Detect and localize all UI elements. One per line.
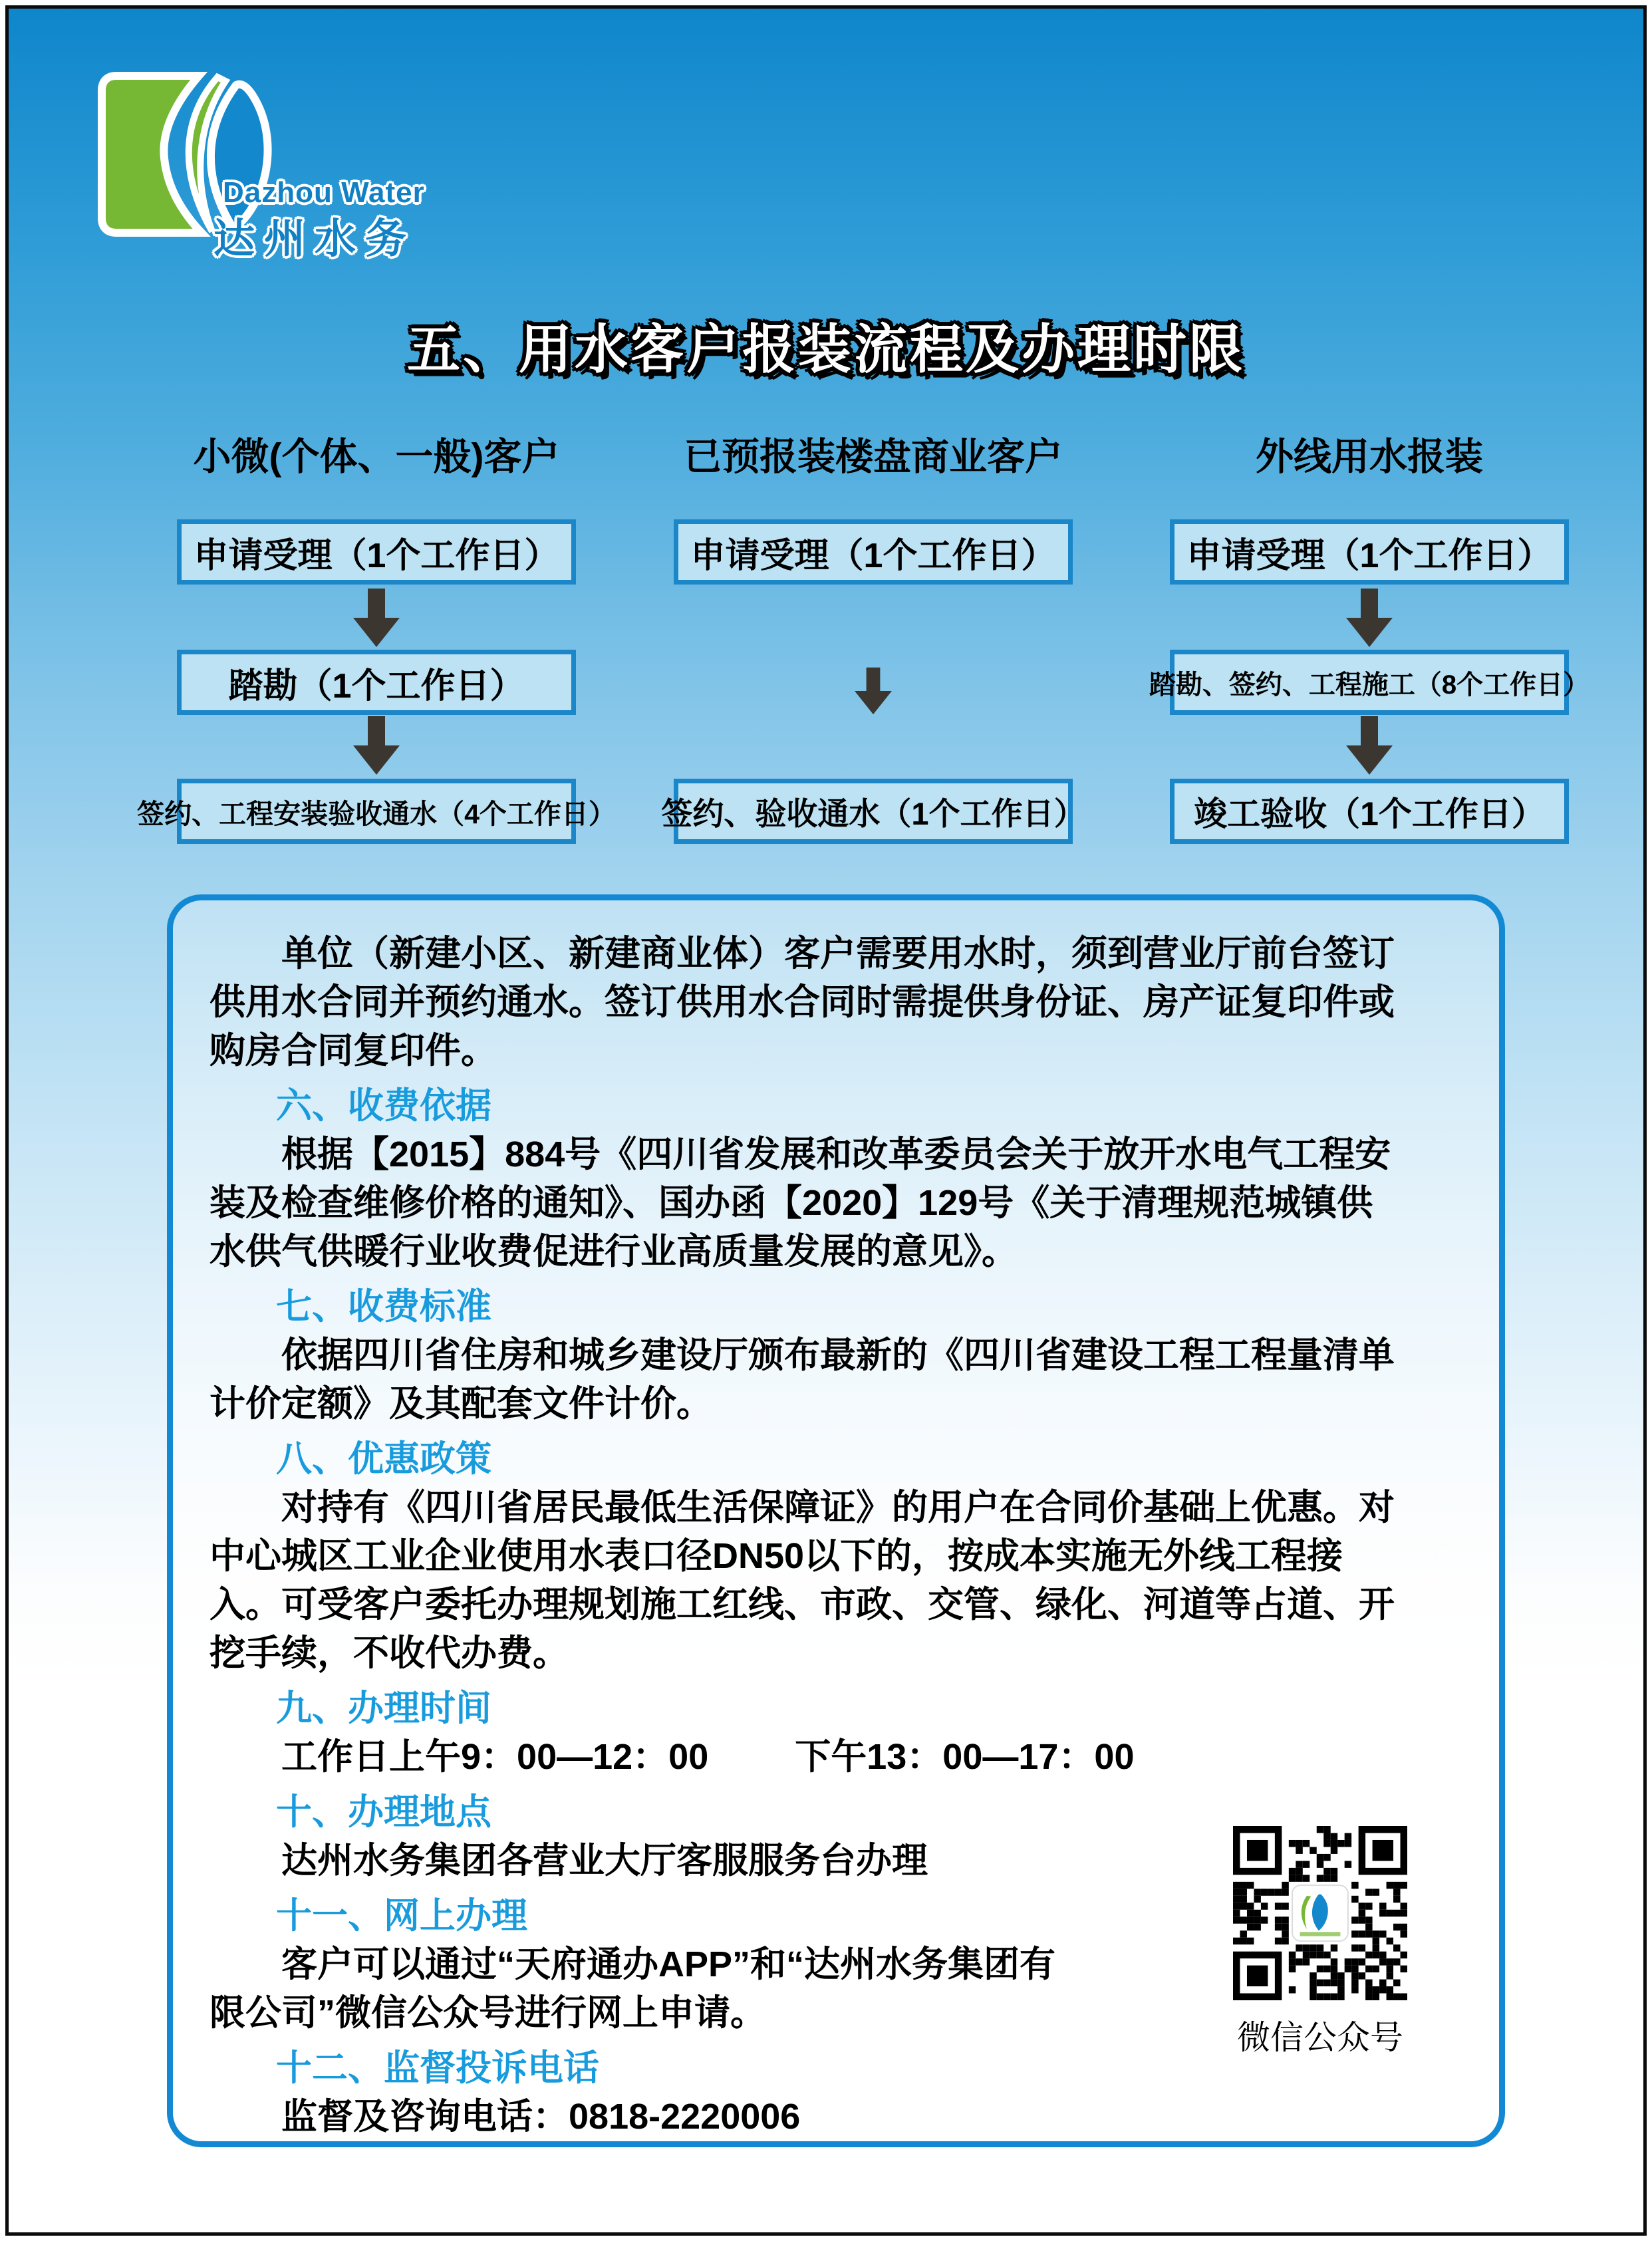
section-heading-discount-policy: 八、优惠政策	[276, 1439, 491, 1479]
section-heading-complaint-phone: 十二、监督投诉电话	[276, 2048, 599, 2088]
section-body: 对持有《四川省居民最低生活保障证》的用户在合同价基础上优惠。对中心城区工业企业使用水表口径DN50以下的，按成本实施无外线工程接入。可受客户委托办理规划施工红线、市政、交管、绿化、河道等占道、开挖手续，不收代办费。	[209, 1488, 1395, 1673]
section-body: 达州水务集团各营业大厅客服服务台办理	[281, 1841, 928, 1881]
section-body: 依据四川省住房和城乡建设厅颁布最新的《四川省建设工程工程量清单计价定额》及其配套文件计价。	[209, 1335, 1395, 1424]
info-panel	[167, 894, 1505, 2147]
down-arrow-icon	[1346, 589, 1393, 647]
logo-name-english: Dazhou Water	[223, 176, 425, 209]
flow-column-header-3: 外线用水报装	[1256, 436, 1483, 478]
flow-step-box: 签约、工程安装验收通水（4个工作日）	[177, 779, 576, 844]
flow-step-box: 踏勘（1个工作日）	[177, 650, 576, 715]
flow-step-box: 签约、验收通水（1个工作日）	[674, 779, 1073, 844]
down-arrow-icon	[353, 716, 400, 775]
poster-frame	[5, 5, 1647, 2236]
hours-afternoon: 下午13：00—17：00	[795, 1737, 1135, 1777]
down-arrow-icon	[1346, 716, 1393, 775]
flow-column-header-2: 已预报装楼盘商业客户	[684, 436, 1063, 478]
section-heading-online: 十一、网上办理	[276, 1896, 527, 1936]
intro-paragraph: 单位（新建小区、新建商业体）客户需要用水时，须到营业厅前台签订供用水合同并预约通水。签订供用水合同时需提供身份证、房产证复印件或购房合同复印件。	[209, 934, 1395, 1071]
wechat-qr-label: 微信公众号	[1237, 2019, 1403, 2056]
section-body: 根据【2015】884号《四川省发展和改革委员会关于放开水电气工程安装及检查维修价格的通知》、国办函【2020】129号《关于清理规范城镇供水供气供暖行业收费促进行业高质量发展的意见》。	[209, 1134, 1391, 1271]
flow-step-box: 申请受理（1个工作日）	[177, 519, 576, 585]
section-body-phone: 监督及咨询电话：0818-2220006	[281, 2097, 801, 2137]
wechat-qr-block	[1224, 1826, 1417, 2059]
section-heading-office-hours: 九、办理时间	[276, 1688, 491, 1728]
section-heading-fee-standard: 七、收费标准	[276, 1287, 491, 1327]
page-title: 五、用水客户报装流程及办理时限	[407, 320, 1245, 379]
section-heading-location: 十、办理地点	[276, 1792, 491, 1832]
down-arrow-icon	[353, 589, 400, 647]
wechat-qr-code	[1233, 1826, 1407, 2000]
down-arrow-icon	[855, 666, 892, 716]
flow-step-box: 申请受理（1个工作日）	[674, 519, 1073, 585]
section-body-office-hours	[209, 1733, 1401, 1781]
flow-step-box: 竣工验收（1个工作日）	[1170, 779, 1569, 844]
section-heading-fees-basis: 六、收费依据	[276, 1086, 491, 1126]
flow-step-box: 申请受理（1个工作日）	[1170, 519, 1569, 585]
logo-name-chinese: 达州水务	[213, 216, 416, 262]
flow-step-box: 踏勘、签约、工程施工（8个工作日）	[1170, 650, 1569, 715]
flow-column-header-1: 小微(个体、一般)客户	[193, 436, 560, 478]
section-body-online: 客户可以通过“天府通办APP”和“达州水务集团有限公司”微信公众号进行网上申请。	[209, 1944, 1056, 2033]
hours-morning: 工作日上午9：00—12：00	[281, 1737, 709, 1777]
info-content	[209, 930, 1401, 2141]
